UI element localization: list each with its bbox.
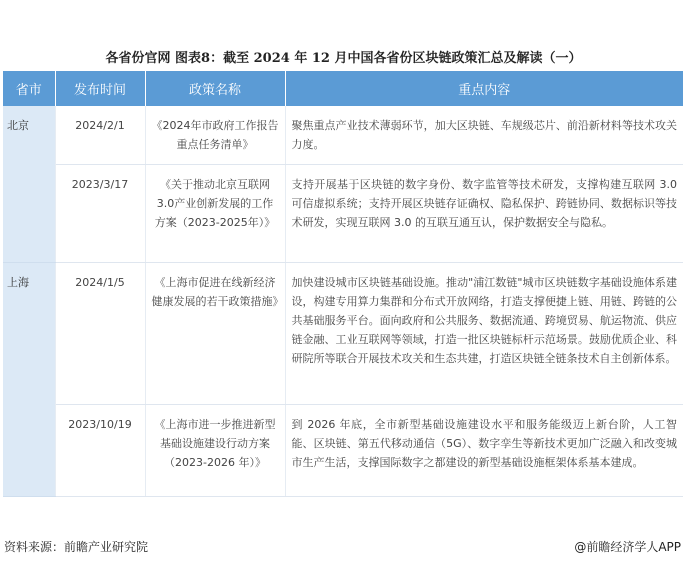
policy-table — [3, 71, 683, 497]
policy-name-cell: 《上海市进一步推进新型基础设施建设行动方案（2023-2026 年）》 — [145, 405, 285, 497]
key-content-cell: 到 2026 年底，全市新型基础设施建设水平和服务能级迈上新台阶，人工智能、区块链、第五代移动通信（5G）、数字孪生等新技术更加广泛融入和改变城市生产生活，支撑国际数字之都建设的新型基础设施框架体系基本建成。 — [285, 405, 683, 497]
policy-name-cell: 《2024年市政府工作报告重点任务清单》 — [145, 106, 285, 165]
source-note: 资料来源：前瞻产业研究院 — [4, 540, 149, 554]
date-cell: 2024/1/5 — [55, 263, 145, 405]
table-row — [3, 405, 683, 497]
header-key-content: 重点内容 — [285, 71, 683, 106]
key-content-cell: 加快建设城市区块链基础设施。推动"浦江数链"城市区块链数字基础设施体系建设，构建专用算力集群和分布式开放网络，打造支撑便捷上链、用链、跨链的公共基础服务平台。面向政府和公共服务、数据流通、跨境贸易、航运物流、供应链金融、工业互联网等领域，打造一批区块链标杆示范场景。鼓励优质企业、科研院所等联合开展技术攻关和生态共建，打造区块链全链条技术自主创新体系。 — [285, 263, 683, 405]
brand-credit: @前瞻经济学人APP — [574, 540, 681, 554]
key-content-cell: 支持开展基于区块链的数字身份、数字监管等技术研发，支撑构建互联网 3.0 可信虚拟系统；支持开展区块链存证确权、隐私保护、跨链协同、数据标识等技术研发，实现互联网 3.0 的互联互通互认，保护数据安全与隐私。 — [285, 165, 683, 263]
table-row — [3, 165, 683, 263]
policy-name-cell: 《关于推动北京互联网3.0产业创新发展的工作方案（2023-2025年）》 — [145, 165, 285, 263]
policy-name-cell: 《上海市促进在线新经济健康发展的若干政策措施》 — [145, 263, 285, 405]
date-cell: 2023/3/17 — [55, 165, 145, 263]
province-cell: 北京 — [3, 106, 55, 263]
chart-title: 各省份官网 图表8：截至 2024 年 12 月中国各省份区块链政策汇总及解读（一） — [105, 51, 582, 66]
header-province: 省市 — [3, 71, 55, 106]
date-cell: 2024/2/1 — [55, 106, 145, 165]
key-content-cell: 聚焦重点产业技术薄弱环节，加大区块链、车规级芯片、前沿新材料等技术攻关力度。 — [285, 106, 683, 165]
header-policy-name: 政策名称 — [145, 71, 285, 106]
table-row — [3, 263, 683, 405]
table-header-row — [3, 71, 683, 106]
province-cell: 上海 — [3, 263, 55, 497]
table-row — [3, 106, 683, 165]
date-cell: 2023/10/19 — [55, 405, 145, 497]
header-date: 发布时间 — [55, 71, 145, 106]
